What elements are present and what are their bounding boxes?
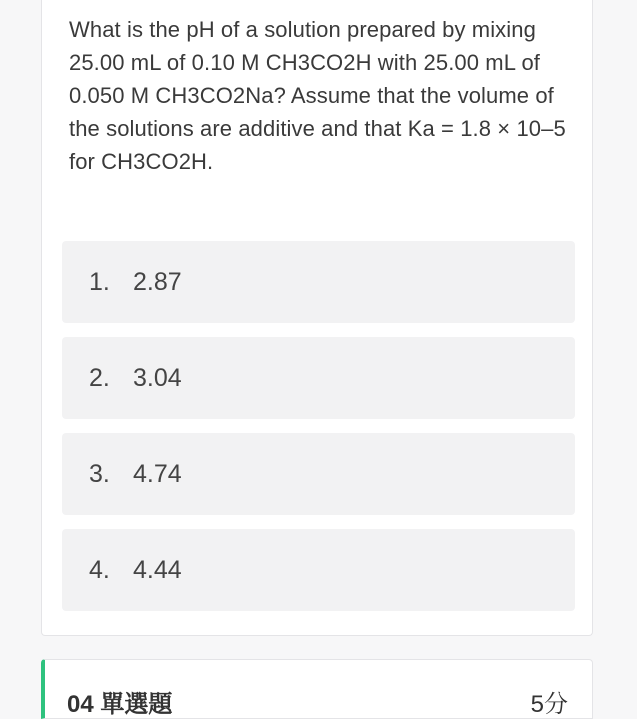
option-number: 1. (89, 267, 110, 296)
question-text: What is the pH of a solution prepared by mixing 25.00 mL of 0.10 M CH3CO2H with 25.00 mL of 0.050 M CH3CO2Na? Assume that the volume of the solutions are additive and that Ka = 1.8 × 10–5 for CH3CO2H. (69, 17, 566, 174)
next-question-card (41, 659, 593, 719)
question-card (41, 0, 593, 636)
option-1[interactable] (62, 241, 575, 323)
option-4[interactable] (62, 529, 575, 611)
option-value: 2.87 (133, 267, 182, 296)
answer-options (62, 241, 575, 625)
option-value: 3.04 (133, 363, 182, 392)
option-number: 4. (89, 555, 110, 584)
option-3[interactable] (62, 433, 575, 515)
option-value: 4.44 (133, 555, 182, 584)
next-question-score: 5分 (530, 691, 568, 718)
option-value: 4.74 (133, 459, 182, 488)
option-number: 3. (89, 459, 110, 488)
option-2[interactable] (62, 337, 575, 419)
next-question-title: 04 單選題 (67, 691, 173, 718)
option-number: 2. (89, 363, 110, 392)
